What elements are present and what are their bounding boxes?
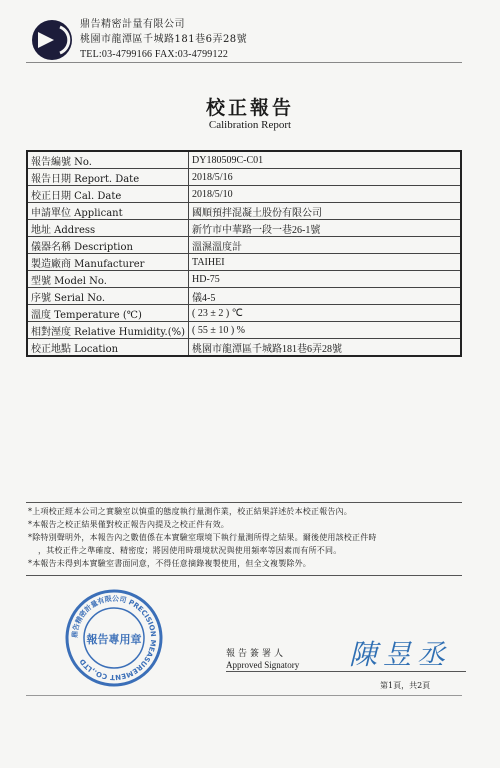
field-label: 相對溼度 Relative Humidity.(%)	[27, 322, 189, 339]
report-info-table	[26, 150, 462, 357]
field-value: 國順預拌混凝土股份有限公司	[189, 203, 461, 220]
signatory-label: 報告簽署人	[226, 649, 287, 659]
field-label: 校正地點 Location	[27, 339, 189, 357]
field-value: TAIHEI	[189, 254, 461, 271]
field-value: 新竹市中華路一段一巷26-1號	[189, 220, 461, 237]
table-row	[27, 203, 461, 220]
field-value: ( 23 ± 2 ) ℃	[189, 305, 461, 322]
svg-text:陳昱丞: 陳昱丞	[349, 638, 452, 671]
note-line: ，其校正件之準確度、精密度；將因使用時環境狀況與使用頻率等因素而有所不同。	[38, 546, 342, 555]
notes-top-divider	[26, 502, 462, 503]
table-row	[27, 288, 461, 305]
field-value: ( 55 ± 10 ) %	[189, 322, 461, 339]
field-label: 型號 Model No.	[27, 271, 189, 288]
field-value: 儀4-5	[189, 288, 461, 305]
table-row	[27, 237, 461, 254]
page-number: 第1頁，共2頁	[380, 681, 431, 690]
company-info	[80, 17, 247, 62]
report-title: 校正報告	[205, 97, 294, 119]
field-value: DY180509C-C01	[189, 151, 461, 169]
field-label: 校正日期 Cal. Date	[27, 186, 189, 203]
field-value: HD-75	[189, 271, 461, 288]
table-row	[27, 322, 461, 339]
field-value: 桃園市龍潭區千城路181巷6弄28號	[189, 339, 461, 357]
field-label: 序號 Serial No.	[27, 288, 189, 305]
field-label: 報告日期 Report. Date	[27, 169, 189, 186]
header-divider	[26, 62, 462, 63]
report-seal-stamp	[64, 588, 164, 688]
note-line: *上項校正經本公司之實驗室以慎重的態度執行量測作業，校正結果詳述於本校正報告內。	[28, 507, 352, 516]
table-row	[27, 271, 461, 288]
field-label: 儀器名稱 Description	[27, 237, 189, 254]
table-row	[27, 169, 461, 186]
field-label: 製造廠商 Manufacturer	[27, 254, 189, 271]
company-address: 桃園市龍潭區千城路181巷6弄28號	[80, 34, 248, 45]
note-line: *本報告之校正結果僅對校正報告內提及之校正件有效。	[28, 520, 229, 529]
field-label: 地址 Address	[27, 220, 189, 237]
note-line: *除特別聲明外，本報告內之數值係在本實驗室環境下執行量測所得之結果。爾後使用該校正件時	[28, 533, 377, 542]
seal-ring-text: 鼎告精密計量有限公司 PRECISION MEASUREMENT CO.,LTD	[70, 594, 158, 682]
field-label: 申請單位 Applicant	[27, 203, 189, 220]
table-row	[27, 186, 461, 203]
field-value: 2018/5/16	[189, 169, 461, 186]
note-line: *本報告未得到本實驗室書面同意，不得任意摘錄複製使用，但全文複製除外。	[28, 559, 311, 568]
field-label: 溫度 Temperature (℃)	[27, 305, 189, 322]
table-row	[27, 305, 461, 322]
company-logo-icon	[30, 18, 74, 62]
field-label: 報告編號 No.	[27, 151, 189, 169]
seal-center-text: 報告專用章	[86, 633, 142, 646]
signatory-label-en: Approved Signatory	[226, 660, 300, 670]
company-contact: TEL:03-4799166 FAX:03-4799122	[80, 49, 229, 60]
table-row	[27, 151, 461, 169]
notes-bottom-divider	[26, 575, 462, 576]
notes-section	[28, 505, 468, 570]
report-subtitle: Calibration Report	[208, 119, 292, 131]
table-row	[27, 254, 461, 271]
field-value: 2018/5/10	[189, 186, 461, 203]
table-row	[27, 220, 461, 237]
field-value: 溫濕溫度計	[189, 237, 461, 254]
table-row	[27, 339, 461, 357]
footer-divider	[26, 695, 462, 696]
handwritten-signature	[345, 630, 465, 674]
company-name: 鼎告精密計量有限公司	[80, 19, 185, 30]
